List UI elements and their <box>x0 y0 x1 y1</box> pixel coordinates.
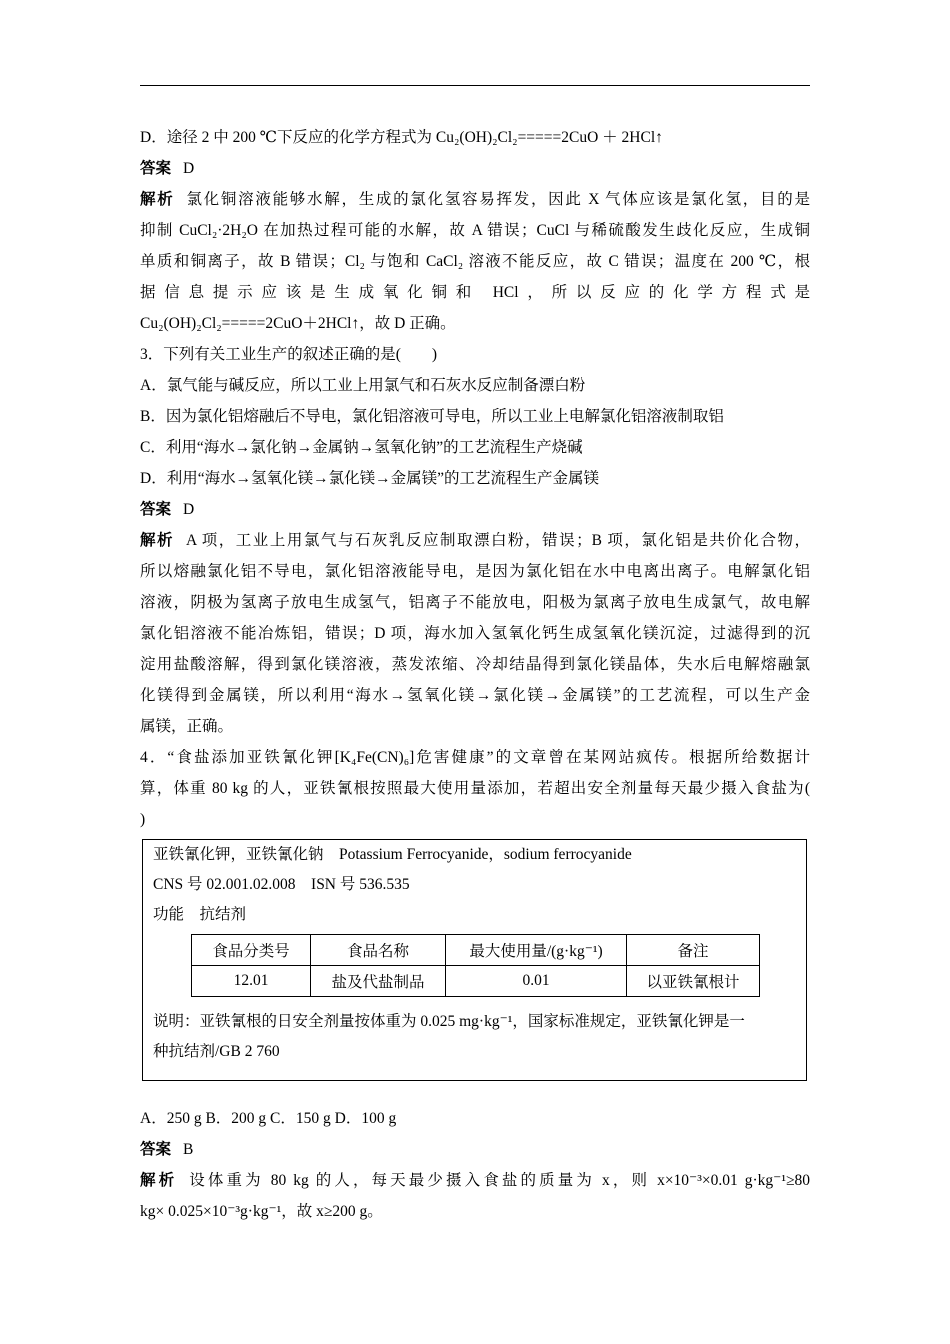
q3-stem: 3．下列有关工业生产的叙述正确的是( ) <box>140 346 438 363</box>
analysis-label: 解析 <box>140 191 175 208</box>
header-rule <box>140 85 810 86</box>
answer-label: 答案 <box>140 160 172 177</box>
page-content <box>140 122 810 1227</box>
q2-analysis-line-5: Cu₂(OH)₂Cl₂=====2CuO＋2HCl↑，故 D 正确。 <box>140 315 456 332</box>
q3-option-b: B．因为氯化铝熔融后不导电，氯化铝溶液可导电，所以工业上电解氯化铝溶液制取铝 <box>140 408 724 425</box>
answer-value: D <box>183 501 195 518</box>
q2-analysis-line-1 <box>140 184 810 215</box>
q3-analysis-line-3: 溶液，阴极为氢离子放电生成氢气，铝离子不能放电，阳极为氯离子放电生成氯气，故电解 <box>140 594 810 611</box>
answer-label: 答案 <box>140 1141 172 1158</box>
analysis-label: 解析 <box>140 1172 178 1189</box>
q3-analysis-line-7: 属镁，正确。 <box>140 718 234 735</box>
q3-answer <box>140 494 810 525</box>
table-cell: 0.01 <box>446 966 627 997</box>
q3-analysis-line-1 <box>140 525 810 556</box>
q2-option-d: D．途径 2 中 200 ℃下反应的化学方程式为 Cu₂(OH)₂Cl₂=====2CuO ＋ 2HCl↑ <box>140 129 663 146</box>
q3-option-d: D．利用“海水→氢氧化镁→氯化镁→金属镁”的工艺流程生产金属镁 <box>140 470 599 487</box>
q4-stem-line-3: ) <box>140 811 146 828</box>
q3-analysis-line-6: 化镁得到金属镁，所以利用“海水→氢氧化镁→氯化镁→金属镁”的工艺流程，可以生产金 <box>140 687 810 704</box>
table-header: 备注 <box>627 935 760 966</box>
q2-analysis-line-4: 据信息提示应该是生成氧化铜和 HCl，所以反应的化学方程式是 <box>140 284 810 301</box>
q4-options: A．250 g B．200 g C．150 g D．100 g <box>140 1110 397 1127</box>
analysis-label: 解析 <box>140 532 175 549</box>
table-row <box>192 966 760 997</box>
box-note-line-1: 说明：亚铁氰根的日安全剂量按体重为 0.025 mg·kg⁻¹，国家标准规定，亚铁氰化钾是一 <box>153 1013 745 1030</box>
q2-analysis-line-3: 单质和铜离子，故 B 错误；Cl₂ 与饱和 CaCl₂ 溶液不能反应，故 C 错误；温度在 200 ℃，根 <box>140 253 810 270</box>
q4-analysis-line-2: kg× 0.025×10⁻³g·kg⁻¹，故 x≥200 g。 <box>140 1203 383 1220</box>
q2-analysis-line-2: 抑制 CuCl₂·2H₂O 在加热过程可能的水解，故 A 错误；CuCl 与稀硫酸发生歧化反应，生成铜 <box>140 222 810 239</box>
table-header: 最大使用量/(g·kg⁻¹) <box>446 935 627 966</box>
table-header: 食品名称 <box>311 935 446 966</box>
box-function-line: 功能 抗结剂 <box>153 906 247 923</box>
answer-label: 答案 <box>140 501 172 518</box>
box-name-line: 亚铁氰化钾，亚铁氰化钠 Potassium Ferrocyanide，sodium ferrocyanide <box>153 846 632 863</box>
table-cell: 以亚铁氰根计 <box>627 966 760 997</box>
table-cell: 12.01 <box>192 966 311 997</box>
q3-analysis-line-2: 所以熔融氯化铝不导电，氯化铝溶液能导电，是因为氯化铝在水中电离出离子。电解氯化铝 <box>140 563 810 580</box>
box-note-line-2: 种抗结剂/GB 2 760 <box>153 1043 280 1060</box>
analysis-text: 设体重为 80 kg 的人，每天最少摄入食盐的质量为 x，则 x×10⁻³×0.01 g·kg⁻¹≥80 <box>189 1172 810 1189</box>
q3-analysis-line-5: 淀用盐酸溶解，得到氯化镁溶液，蒸发浓缩、冷却结晶得到氯化镁晶体，失水后电解熔融氯 <box>140 656 810 673</box>
table-header: 食品分类号 <box>192 935 311 966</box>
analysis-text: A 项，工业上用氯气与石灰乳反应制取漂白粉，错误；B 项，氯化铝是共价化合物， <box>186 532 810 549</box>
q2-answer <box>140 153 810 184</box>
table-header-row <box>192 935 760 966</box>
q3-option-c: C．利用“海水→氯化钠→金属钠→氢氧化钠”的工艺流程生产烧碱 <box>140 439 583 456</box>
table-cell: 盐及代盐制品 <box>311 966 446 997</box>
q4-stem-line-2: 算，体重 80 kg 的人，亚铁氰根按照最大使用量添加，若超出安全剂量每天最少摄入食盐为( <box>140 780 810 797</box>
box-code-line: CNS 号 02.001.02.008 ISN 号 536.535 <box>153 876 410 893</box>
q4-answer <box>140 1134 810 1165</box>
usage-table <box>191 934 760 997</box>
q4-analysis-line-1 <box>140 1165 810 1196</box>
q3-option-a: A．氯气能与碱反应，所以工业上用氯气和石灰水反应制备漂白粉 <box>140 377 586 394</box>
analysis-text: 氯化铜溶液能够水解，生成的氯化氢容易挥发，因此 X 气体应该是氯化氢，目的是 <box>186 191 810 208</box>
answer-value: B <box>183 1141 194 1158</box>
q3-analysis-line-4: 氯化铝溶液不能冶炼铝，错误；D 项，海水加入氢氧化钙生成氢氧化镁沉淀，过滤得到的沉 <box>140 625 810 642</box>
additive-info-box <box>142 839 807 1081</box>
q4-stem-line-1: 4．“食盐添加亚铁氰化钾[K₄Fe(CN)₆]危害健康”的文章曾在某网站疯传。根据所给数据计 <box>140 749 810 766</box>
answer-value: D <box>183 160 195 177</box>
